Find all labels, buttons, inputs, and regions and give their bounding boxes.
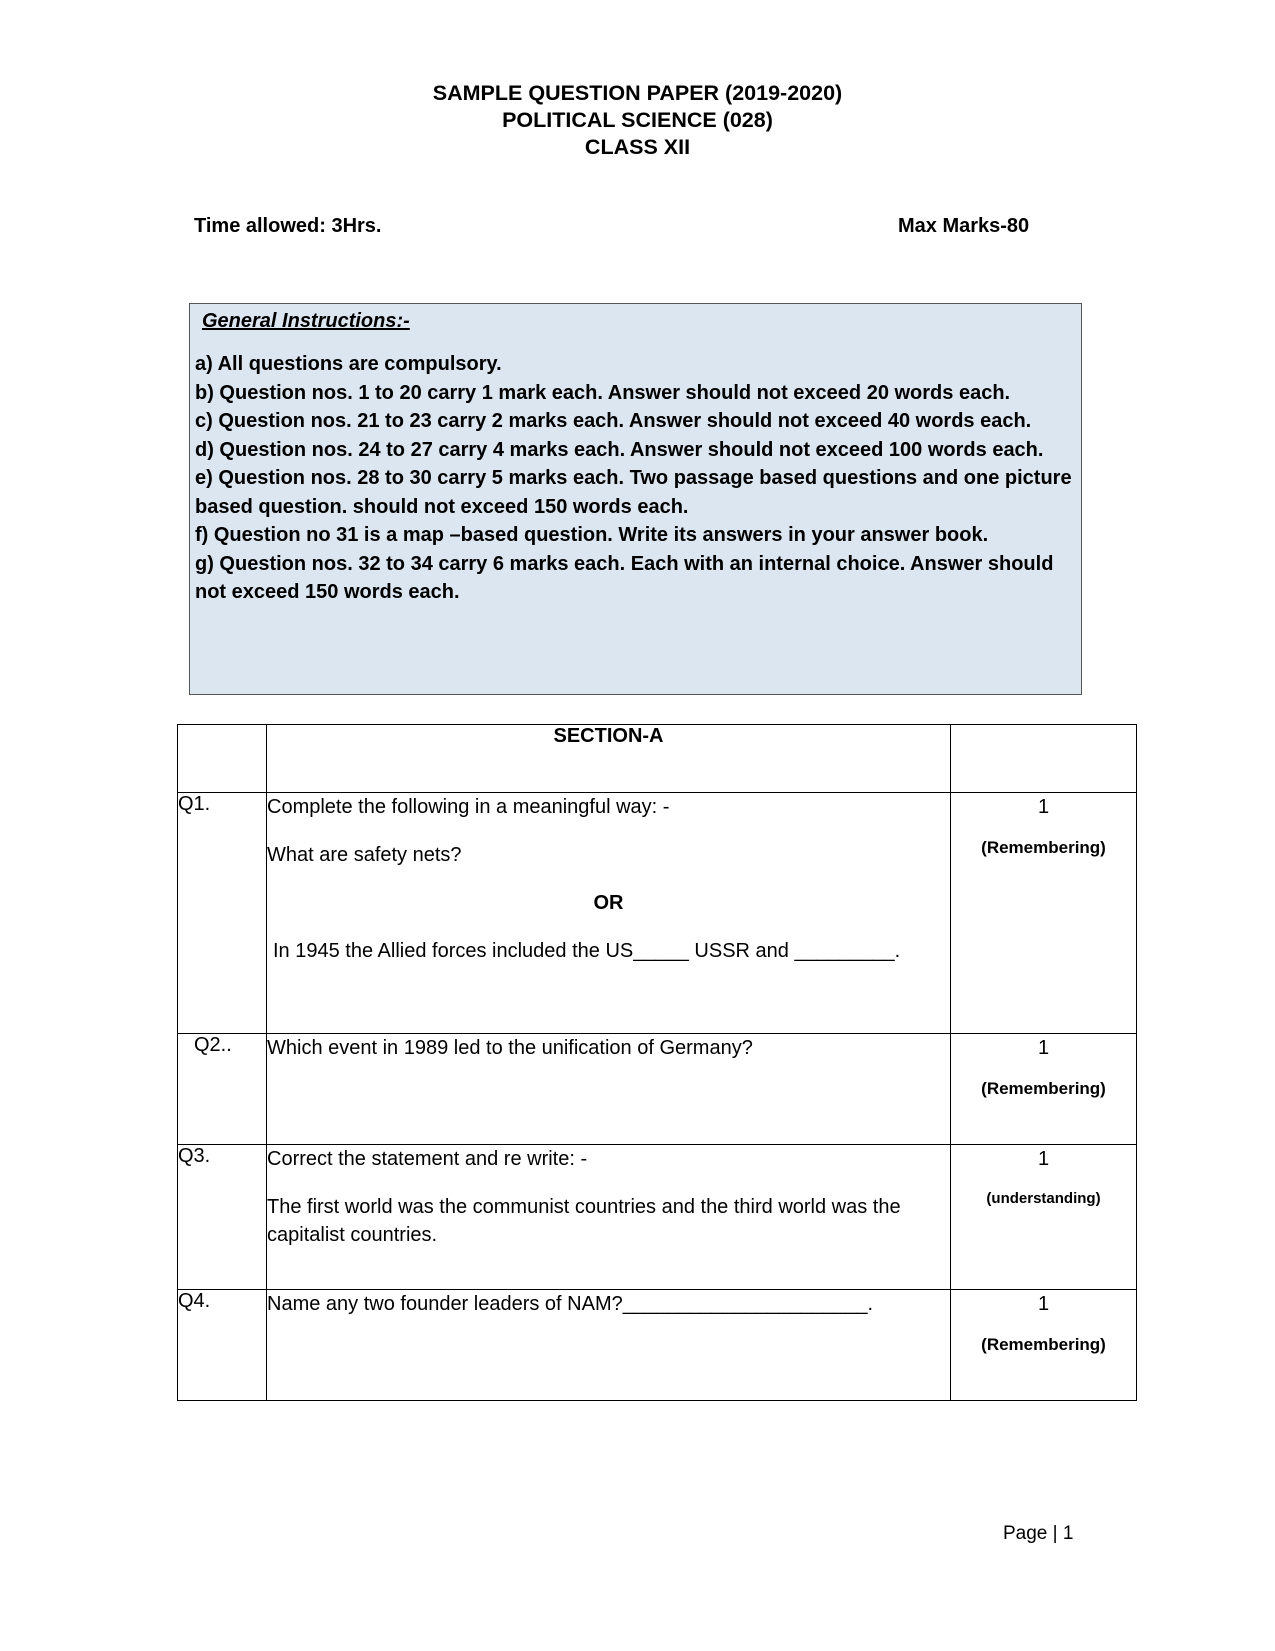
time-allowed: Time allowed: 3Hrs. (194, 215, 382, 237)
cognitive-level: (Remembering) (981, 1335, 1106, 1354)
marks-value: 1 (1037, 796, 1050, 818)
instruction-item: d) Question nos. 24 to 27 carry 4 marks each. Answer should not exceed 100 words each. (195, 438, 1044, 461)
question-number: Q3. (178, 1145, 267, 1290)
instruction-item: c) Question nos. 21 to 23 carry 2 marks each. Answer should not exceed 40 words each. (195, 410, 1032, 432)
question-number: Q1. (178, 793, 267, 1034)
instruction-item: e) Question nos. 28 to 30 carry 5 marks each. Two passage based questions and one picture based question. should not exceed 150 words each. (195, 467, 1072, 518)
instruction-item: f) Question no 31 is a map –based question. Write its answers in your answer book. (195, 524, 989, 546)
marks-cell (951, 1145, 1137, 1290)
question-text (267, 1290, 951, 1401)
instructions-list (195, 350, 1075, 607)
paper-header (0, 80, 1275, 161)
table-row (178, 725, 1137, 793)
paper-title: SAMPLE QUESTION PAPER (2019-2020) (432, 81, 843, 105)
question-text (267, 1034, 951, 1145)
instruction-item: g) Question nos. 32 to 34 carry 6 marks each. Each with an internal choice. Answer should not exceed 150 words each. (195, 552, 1054, 603)
or-separator: OR (593, 892, 624, 914)
question-number: Q4. (178, 1290, 267, 1401)
marks-value: 1 (1037, 1037, 1050, 1059)
question-line: The first world was the communist countries and the third world was the capitalist countries. (267, 1196, 901, 1246)
page-number: Page | 1 (1003, 1523, 1074, 1544)
question-line: Which event in 1989 led to the unification of Germany? (267, 1037, 753, 1059)
question-line: Complete the following in a meaningful way: - (267, 796, 670, 818)
cognitive-level: (understanding) (986, 1190, 1101, 1207)
table-row (178, 1145, 1137, 1290)
question-text (267, 793, 951, 1034)
question-line: What are safety nets? (267, 844, 462, 866)
question-line: Correct the statement and re write: - (267, 1148, 588, 1170)
table-row (178, 1290, 1137, 1401)
marks-value: 1 (1037, 1148, 1050, 1170)
instruction-item: b) Question nos. 1 to 20 carry 1 mark each. Answer should not exceed 20 words each. (195, 381, 1011, 404)
question-text (267, 1145, 951, 1290)
marks-cell (951, 793, 1137, 1034)
questions-table (177, 724, 1137, 1401)
instructions-title: General Instructions:- (202, 310, 410, 332)
question-number: Q2.. (178, 1034, 267, 1145)
cognitive-level: (Remembering) (981, 838, 1106, 857)
question-line: Name any two founder leaders of NAM?______________________. (267, 1293, 873, 1315)
general-instructions-box (189, 303, 1082, 695)
max-marks: Max Marks-80 (898, 215, 1030, 237)
instruction-item: a) All questions are compulsory. (195, 353, 502, 375)
cognitive-level: (Remembering) (981, 1079, 1106, 1098)
empty-cell (951, 725, 1137, 793)
section-title: SECTION-A (267, 725, 951, 793)
empty-cell (178, 725, 267, 793)
table-row (178, 793, 1137, 1034)
marks-cell (951, 1034, 1137, 1145)
table-row (178, 1034, 1137, 1145)
paper-subject: POLITICAL SCIENCE (028) (502, 108, 773, 132)
paper-class: CLASS XII (584, 135, 691, 159)
marks-cell (951, 1290, 1137, 1401)
question-line: In 1945 the Allied forces included the US_____ USSR and _________. (273, 940, 901, 962)
marks-value: 1 (1037, 1293, 1050, 1315)
